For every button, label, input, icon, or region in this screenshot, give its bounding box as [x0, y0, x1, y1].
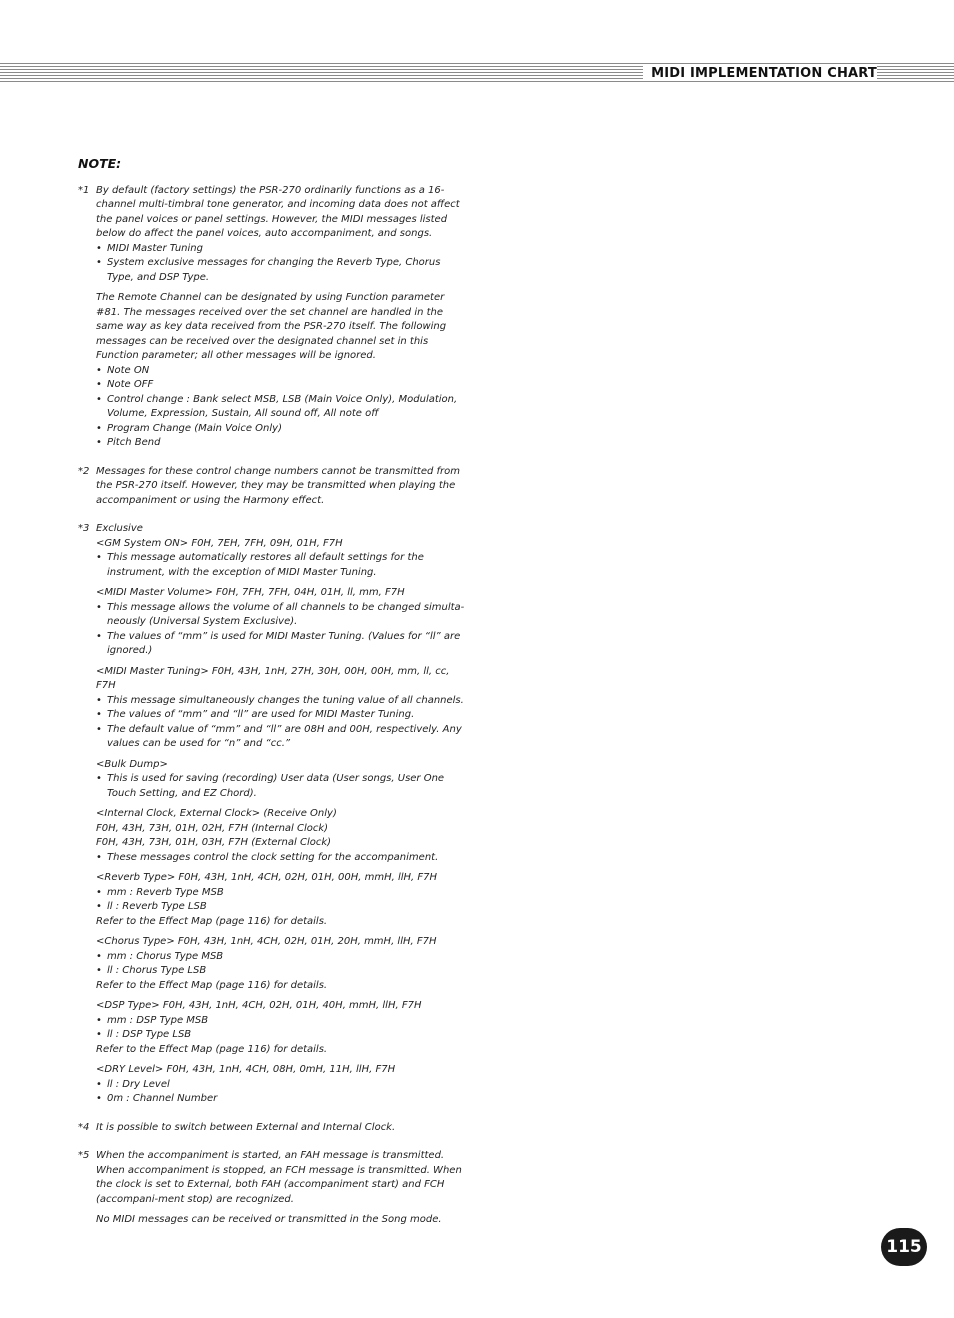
message-line: F0H, 43H, 73H, 01H, 03H, F7H (External Clock) [96, 837, 332, 848]
paragraph: When the accompaniment is started, an FAH message is transmitted. When accompaniment is stopped, an FCH message is transmitted. When the clock is set to External, both FAH (accompaniment start) and FCH (accompani-ment stop) are recognized. [96, 1150, 462, 1205]
bullet-list [96, 364, 468, 451]
message-header: <MIDI Master Volume> F0H, 7FH, 7FH, 04H, 01H, ll, mm, F7H [96, 587, 405, 598]
bullet-list [96, 601, 468, 659]
footnote-number: *5 [78, 1150, 90, 1161]
bullet-list [96, 551, 468, 580]
message-header: <MIDI Master Tuning> F0H, 43H, 1nH, 27H, 30H, 00H, 00H, mm, ll, cc, F7H [96, 665, 450, 691]
note-heading: NOTE: [78, 156, 122, 171]
paragraph: It is possible to switch between External and Internal Clock. [96, 1121, 396, 1133]
footnote-3 [78, 522, 468, 1107]
list-item: • ll : Dry Level [96, 1078, 468, 1093]
list-item: • mm : Chorus Type MSB [96, 950, 468, 965]
page-number-badge: 115 [881, 1228, 927, 1266]
message-header: <GM System ON> F0H, 7EH, 7FH, 09H, 01H, F7H [96, 537, 343, 549]
list-item: • ll : Reverb Type LSB [96, 900, 468, 915]
bullet-list [96, 886, 468, 915]
paragraph: Exclusive [96, 523, 143, 534]
footnote-5 [78, 1149, 468, 1228]
list-item: • This is used for saving (recording) User data (User songs, User One Touch Setting, and EZ Chord). [96, 772, 468, 801]
list-item: • System exclusive messages for changing the Reverb Type, Chorus Type, and DSP Type. [96, 256, 468, 285]
message-header: <Internal Clock, External Clock> (Receive Only) [96, 808, 337, 819]
list-item: • The default value of “mm” and “ll” are 08H and 00H, respectively. Any values can be used for “n” and “cc.” [96, 723, 468, 752]
paragraph: Messages for these control change numbers cannot be transmitted from the PSR-270 itself. However, they may be transmitted when playing the accompaniment or using the Harmony effect. [96, 465, 460, 506]
section-title: MIDI IMPLEMENTATION CHART [643, 66, 877, 81]
list-item: • 0m : Channel Number [96, 1092, 468, 1107]
paragraph: No MIDI messages can be received or transmitted in the Song mode. [96, 1214, 442, 1225]
list-item: • Note ON [96, 364, 468, 379]
reference-text: Refer to the Effect Map (page 116) for details. [96, 915, 328, 927]
footnote-number: *2 [78, 465, 90, 477]
list-item: • ll : DSP Type LSB [96, 1028, 468, 1043]
message-header: <Chorus Type> F0H, 43H, 1nH, 4CH, 02H, 01H, 20H, mmH, llH, F7H [96, 936, 437, 947]
reference-text: Refer to the Effect Map (page 116) for details. [96, 979, 328, 991]
list-item: • Pitch Bend [96, 436, 468, 451]
bullet-list [96, 950, 468, 979]
notes-column [78, 157, 468, 1242]
paragraph: By default (factory settings) the PSR-270 ordinarily functions as a 16-channel multi-timbral tone generator, and incoming data does not affect the panel voices or panel settings. However, the MIDI messages listed below do affect the panel voices, auto accompaniment, and songs. [96, 184, 460, 239]
list-item: • This message simultaneously changes the tuning value of all channels. [96, 694, 468, 709]
message-header: <Bulk Dump> [96, 758, 168, 770]
bullet-list [96, 694, 468, 752]
list-item: • The values of “mm” is used for MIDI Master Tuning. (Values for “ll” are ignored.) [96, 630, 468, 659]
list-item: • These messages control the clock setting for the accompaniment. [96, 851, 468, 866]
list-item: • This message automatically restores all default settings for the instrument, with the exception of MIDI Master Tuning. [96, 551, 468, 580]
footnote-number: *4 [78, 1121, 90, 1133]
bullet-list [96, 1078, 468, 1107]
paragraph: The Remote Channel can be designated by using Function parameter #81. The messages received over the set channel are handled in the same way as key data received from the PSR-270 itself. The following messages can be received over the designated channel set in this Function parameter; all other messages will be ignored. [96, 292, 447, 361]
list-item: • mm : DSP Type MSB [96, 1014, 468, 1029]
message-header: <DSP Type> F0H, 43H, 1nH, 4CH, 02H, 01H, 40H, mmH, llH, F7H [96, 1000, 422, 1011]
list-item: • ll : Chorus Type LSB [96, 964, 468, 979]
bullet-list [96, 772, 468, 801]
list-item: • MIDI Master Tuning [96, 242, 468, 257]
list-item: • This message allows the volume of all channels to be changed simulta-neously (Universal System Exclusive). [96, 601, 468, 630]
list-item: • Program Change (Main Voice Only) [96, 422, 468, 437]
list-item: • Note OFF [96, 378, 468, 393]
footnote-number: *1 [78, 184, 90, 196]
bullet-list [96, 242, 468, 286]
reference-text: Refer to the Effect Map (page 116) for details. [96, 1043, 328, 1055]
footnote-2 [78, 465, 468, 509]
footnote-1 [78, 184, 468, 451]
message-header: <DRY Level> F0H, 43H, 1nH, 4CH, 08H, 0mH, 11H, llH, F7H [96, 1064, 396, 1075]
list-item: • The values of “mm” and “ll” are used for MIDI Master Tuning. [96, 708, 468, 723]
list-item: • Control change : Bank select MSB, LSB (Main Voice Only), Modulation, Volume, Expression, Sustain, All sound off, All note off [96, 393, 468, 422]
bullet-list [96, 1014, 468, 1043]
footnote-number: *3 [78, 523, 90, 534]
list-item: • mm : Reverb Type MSB [96, 886, 468, 901]
message-line: F0H, 43H, 73H, 01H, 02H, F7H (Internal Clock) [96, 822, 329, 834]
message-header: <Reverb Type> F0H, 43H, 1nH, 4CH, 02H, 01H, 00H, mmH, llH, F7H [96, 872, 438, 883]
bullet-list [96, 851, 468, 866]
footnote-4 [78, 1121, 468, 1136]
